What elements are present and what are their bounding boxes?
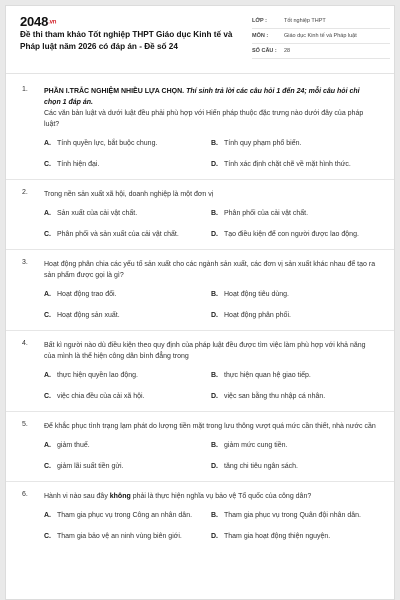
question-6	[6, 491, 395, 542]
option-text: tăng chi tiêu ngân sách.	[224, 463, 298, 470]
option-text: Hoạt động sản xuất.	[57, 312, 120, 319]
exam-info-panel	[252, 14, 390, 59]
option-text: Tính hiện đại.	[57, 161, 100, 168]
exam-page	[5, 5, 395, 600]
option-text: giảm thuế.	[57, 442, 90, 449]
question-number: 5.	[22, 421, 28, 428]
option-c[interactable]	[44, 391, 211, 402]
option-b[interactable]	[211, 440, 378, 451]
option-text: giảm lãi suất tiền gửi.	[57, 463, 124, 470]
info-key: LỚP :	[252, 18, 267, 24]
info-key: SỐ CÂU :	[252, 48, 277, 54]
option-letter: B.	[211, 512, 218, 519]
option-letter: A.	[44, 291, 51, 298]
question-stem: Trong nền sản xuất xã hội, doanh nghiệp là một đơn vị	[44, 191, 214, 198]
question-number: 4.	[22, 340, 28, 347]
question-stem	[44, 491, 378, 502]
option-letter: D.	[211, 312, 218, 319]
question-divider	[6, 179, 395, 180]
question-number: 6.	[22, 491, 28, 498]
logo-suffix: .vn	[48, 19, 57, 26]
option-c[interactable]	[44, 461, 211, 472]
info-value: Giáo dục Kinh tế và Pháp luật	[284, 33, 357, 39]
option-text: Tính quy phạm phổ biến.	[224, 140, 302, 147]
question-divider	[6, 249, 395, 250]
answer-options	[44, 289, 378, 321]
option-text: giảm mức cung tiền.	[224, 442, 288, 449]
option-d[interactable]	[211, 391, 378, 402]
question-number: 1.	[22, 86, 28, 93]
option-c[interactable]	[44, 159, 211, 170]
option-letter: A.	[44, 372, 51, 379]
option-text: Tham gia bảo vệ an ninh vùng biên giới.	[57, 533, 182, 540]
option-letter: D.	[211, 533, 218, 540]
option-a[interactable]	[44, 208, 211, 219]
info-value: Tốt nghiệp THPT	[284, 18, 326, 24]
question-number: 3.	[22, 259, 28, 266]
option-letter: D.	[211, 393, 218, 400]
answer-options	[44, 510, 378, 542]
option-text: việc chia đều của cải xã hội.	[57, 393, 145, 400]
option-letter: C.	[44, 463, 51, 470]
option-letter: D.	[211, 463, 218, 470]
option-letter: A.	[44, 442, 51, 449]
option-text: Hoạt động phân phối.	[224, 312, 291, 319]
option-c[interactable]	[44, 310, 211, 321]
exam-header	[6, 6, 394, 74]
option-d[interactable]	[211, 531, 378, 542]
question-list	[6, 86, 395, 542]
info-row-count	[252, 44, 390, 59]
option-d[interactable]	[211, 159, 378, 170]
question-divider	[6, 411, 395, 412]
answer-options	[44, 208, 378, 240]
question-stem: Các văn bản luật và dưới luật đều phải phù hợp với Hiến pháp thuộc đặc trưng nào dưới đây của pháp luật?	[44, 110, 364, 128]
option-text: Tính xác định chặt chẽ về mặt hình thức.	[224, 161, 351, 168]
site-logo[interactable]	[20, 14, 56, 29]
question-stem-part: phải là thực hiện nghĩa vụ bảo vệ Tổ quốc của công dân?	[130, 493, 312, 500]
question-text	[44, 86, 378, 130]
option-letter: A.	[44, 512, 51, 519]
option-letter: D.	[211, 161, 218, 168]
section-heading: PHẦN I.TRẮC NGHIỆM NHIỀU LỰA CHỌN.	[44, 88, 185, 95]
option-letter: B.	[211, 210, 218, 217]
option-letter: B.	[211, 442, 218, 449]
option-c[interactable]	[44, 531, 211, 542]
section-instruction: Thí sinh trả lời các câu hỏi 1 đến 24; mỗi câu hỏi chỉ chọn 1 đáp án.	[44, 88, 360, 106]
question-stem: Hoạt động phân chia các yếu tố sản xuất cho các ngành sản xuất, các đơn vị sản xuất khác nhau để tạo ra sản phẩm được gọi là gì?	[44, 261, 376, 279]
info-row-class	[252, 14, 390, 29]
option-b[interactable]	[211, 208, 378, 219]
option-letter: D.	[211, 231, 218, 238]
option-text: Tính quyền lực, bắt buộc chung.	[57, 140, 158, 147]
option-a[interactable]	[44, 440, 211, 451]
option-b[interactable]	[211, 138, 378, 149]
option-b[interactable]	[211, 289, 378, 300]
option-text: Tham gia phục vụ trong Công an nhân dân.	[57, 512, 193, 519]
option-letter: B.	[211, 291, 218, 298]
question-divider	[6, 330, 395, 331]
option-letter: C.	[44, 312, 51, 319]
info-value: 28	[284, 48, 291, 54]
option-letter: C.	[44, 533, 51, 540]
question-3	[6, 259, 395, 321]
option-text: Phân phối và sản xuất của cải vật chất.	[57, 231, 179, 238]
option-a[interactable]	[44, 289, 211, 300]
option-a[interactable]	[44, 510, 211, 521]
question-1	[6, 86, 395, 170]
option-a[interactable]	[44, 370, 211, 381]
question-divider	[6, 481, 395, 482]
option-d[interactable]	[211, 310, 378, 321]
question-number: 2.	[22, 189, 28, 196]
info-row-subject	[252, 29, 390, 44]
option-b[interactable]	[211, 510, 378, 521]
question-4	[6, 340, 395, 402]
option-letter: C.	[44, 231, 51, 238]
question-2	[6, 189, 395, 240]
option-text: thực hiện quan hệ giao tiếp.	[224, 372, 311, 379]
option-letter: C.	[44, 393, 51, 400]
option-letter: B.	[211, 140, 218, 147]
option-letter: B.	[211, 372, 218, 379]
option-b[interactable]	[211, 370, 378, 381]
option-d[interactable]	[211, 229, 378, 240]
option-text: Phân phối của cải vật chất.	[224, 210, 309, 217]
question-stem: Bất kì người nào dù điều kiện theo quy định của pháp luật đều được tìm việc làm phù hợp với khả năng của mình là thể hiện công dân bình đẳng trong	[44, 342, 366, 360]
option-text: Tham gia phục vụ trong Quân đội nhân dân.	[224, 512, 361, 519]
option-text: Sản xuất của cải vật chất.	[57, 210, 138, 217]
exam-title: Đề thi tham khảo Tốt nghiệp THPT Giáo dục Kinh tế và Pháp luật năm 2026 có đáp án - Đề số 24	[20, 30, 233, 51]
answer-options	[44, 370, 378, 402]
option-c[interactable]	[44, 229, 211, 240]
option-text: việc san bằng thu nhập cá nhân.	[224, 393, 326, 400]
question-stem: Để khắc phục tình trạng lạm phát do lượng tiền mặt trong lưu thông vượt quá mức cần thiết, nhà nước cần	[44, 423, 376, 430]
option-text: Tham gia hoạt động thiện nguyện.	[224, 533, 331, 540]
question-5	[6, 421, 395, 472]
option-letter: A.	[44, 210, 51, 217]
question-stem-part: Hành vi nào sau đây	[44, 493, 110, 500]
answer-options	[44, 440, 378, 472]
option-text: Hoạt động tiêu dùng.	[224, 291, 289, 298]
answer-options	[44, 138, 378, 170]
option-text: Tạo điều kiện để con người được lao động.	[224, 231, 359, 238]
option-letter: C.	[44, 161, 51, 168]
option-a[interactable]	[44, 138, 211, 149]
option-d[interactable]	[211, 461, 378, 472]
option-letter: A.	[44, 140, 51, 147]
option-text: Hoạt động trao đổi.	[57, 291, 117, 298]
option-text: thực hiện quyền lao động.	[57, 372, 138, 379]
logo-number: 2048	[20, 14, 49, 29]
info-key: MÔN :	[252, 33, 269, 39]
question-stem-emphasis: không	[109, 493, 131, 500]
